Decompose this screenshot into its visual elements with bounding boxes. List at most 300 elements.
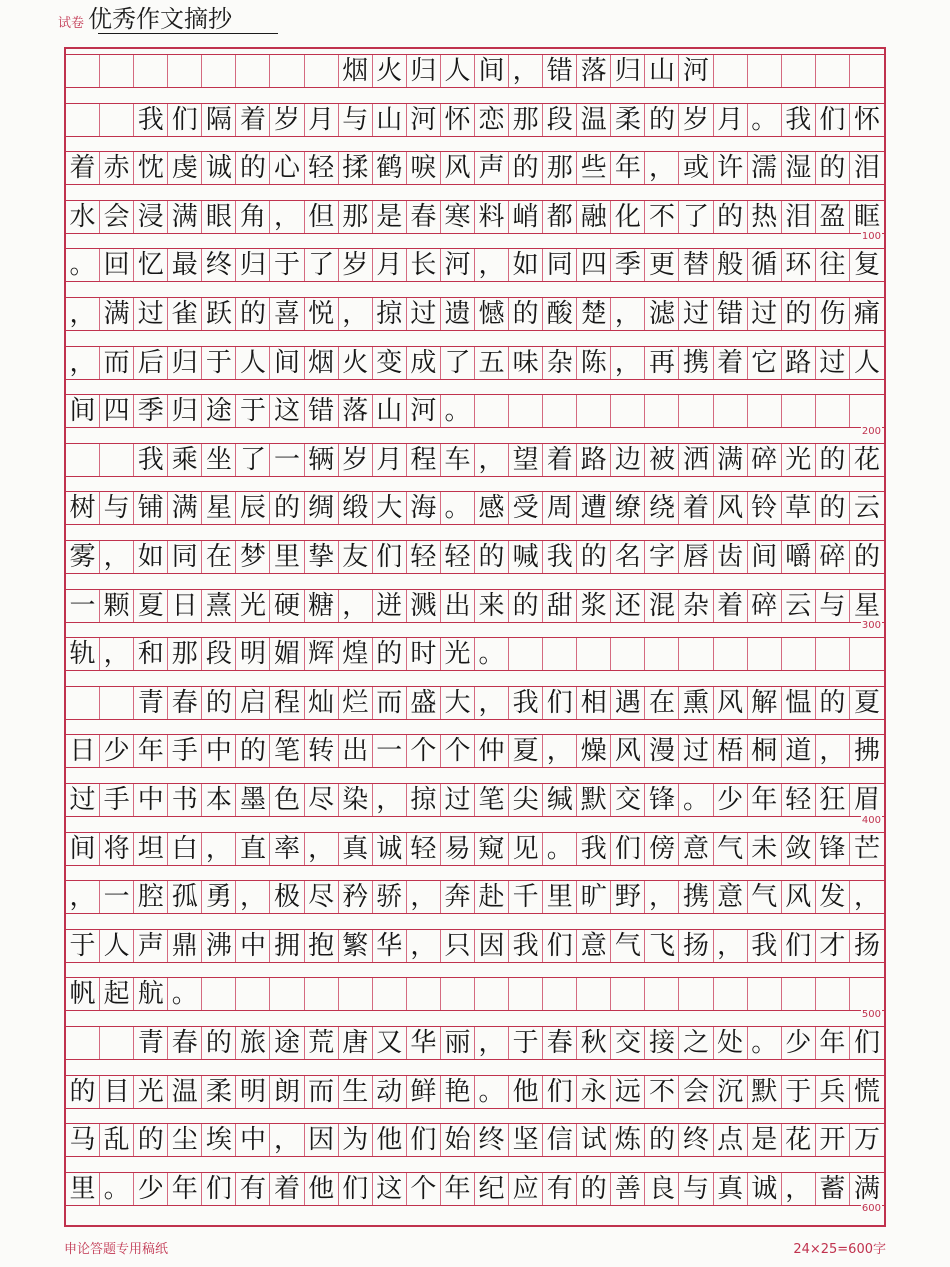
grid-cell: ， — [202, 833, 236, 865]
essay-text-row — [66, 151, 884, 185]
grid-cell — [748, 55, 782, 87]
grid-cell: 们 — [202, 1173, 236, 1205]
grid-cell: 是 — [373, 201, 407, 233]
grid-cell: ， — [853, 882, 880, 913]
grid-cell: 我 — [577, 833, 611, 865]
grid-cell — [714, 55, 748, 87]
grid-cell: 恋 — [475, 104, 509, 136]
grid-cell: 明 — [236, 1076, 270, 1108]
grid-cell: 了 — [679, 201, 713, 233]
grid-cell: 于 — [66, 930, 100, 962]
grid-cell: 芒 — [853, 833, 880, 864]
grid-cell: 中 — [134, 784, 168, 816]
grid-cell: 们 — [543, 1076, 577, 1108]
grid-cell: ， — [645, 881, 679, 913]
grid-cell: 满 — [168, 492, 202, 524]
heading-underline — [98, 33, 278, 34]
grid-cell: 的 — [816, 152, 850, 184]
essay-text-row — [66, 977, 884, 1011]
grid-cell: 他 — [305, 1173, 339, 1205]
grid-cell: 着 — [714, 590, 748, 622]
grid-cell: 过 — [407, 298, 441, 330]
grid-cell: ， — [782, 1173, 816, 1205]
grid-cell: 出 — [441, 590, 475, 622]
grid-cell: 甜 — [543, 590, 577, 622]
grid-cell: 滤 — [645, 298, 679, 330]
grid-cell — [373, 978, 407, 1010]
grid-cell: 荒 — [305, 1027, 339, 1059]
grid-cell: 易 — [441, 833, 475, 865]
grid-cell: 星 — [853, 590, 880, 621]
grid-cell — [202, 55, 236, 87]
grid-cell: ， — [509, 55, 543, 87]
grid-cell: 而 — [305, 1076, 339, 1108]
grid-cell: 的 — [236, 152, 270, 184]
grid-cell: 动 — [373, 1076, 407, 1108]
grid-cell: 过 — [441, 784, 475, 816]
grid-cell: 再 — [645, 347, 679, 379]
grid-cell: 一 — [270, 444, 304, 476]
grid-cell: 那 — [509, 104, 543, 136]
grid-cell: 路 — [782, 347, 816, 379]
grid-cell — [645, 395, 679, 427]
grid-cell: 的 — [714, 201, 748, 233]
grid-cell: 。 — [441, 395, 475, 427]
grid-cell: ， — [407, 930, 441, 962]
grid-cell: 墨 — [236, 784, 270, 816]
grid-cell: 循 — [748, 249, 782, 281]
grid-cell: 有 — [543, 1173, 577, 1205]
grid-cell: 月 — [373, 249, 407, 281]
grid-cell: 默 — [577, 784, 611, 816]
grid-cell: 味 — [509, 347, 543, 379]
grid-cell: 相 — [577, 687, 611, 719]
grid-cell — [679, 978, 713, 1010]
grid-cell: 山 — [373, 104, 407, 136]
grid-cell: 少 — [100, 735, 134, 767]
grid-cell: 眼 — [202, 201, 236, 233]
grid-cell: 。 — [748, 104, 782, 136]
grid-cell: 喜 — [270, 298, 304, 330]
grid-cell: 会 — [679, 1076, 713, 1108]
grid-cell: 云 — [782, 590, 816, 622]
grid-cell: 许 — [714, 152, 748, 184]
grid-cell: 。 — [168, 978, 202, 1010]
grid-cell: 着 — [714, 347, 748, 379]
grid-cell: 满 — [853, 1173, 880, 1204]
char-count-mark: 500 — [861, 1009, 881, 1020]
grid-cell: 色 — [270, 784, 304, 816]
grid-cell: 终 — [679, 1124, 713, 1156]
grid-cell: 见 — [509, 833, 543, 865]
grid-cell: 环 — [782, 249, 816, 281]
grid-cell — [407, 978, 441, 1010]
grid-cell — [679, 638, 713, 670]
grid-cell: 华 — [407, 1027, 441, 1059]
grid-cell: 最 — [168, 249, 202, 281]
grid-cell: 年 — [611, 152, 645, 184]
grid-cell: 着 — [270, 1173, 304, 1205]
grid-cell: 与 — [339, 104, 373, 136]
grid-cell — [100, 444, 134, 476]
grid-cell — [270, 978, 304, 1010]
grid-cell: 马 — [66, 1124, 100, 1156]
grid-cell: 应 — [509, 1173, 543, 1205]
grid-cell: 携 — [679, 347, 713, 379]
grid-cell: 为 — [339, 1124, 373, 1156]
char-count-mark: 400 — [861, 814, 881, 826]
grid-cell: 间 — [66, 833, 100, 865]
grid-cell: 傍 — [645, 833, 679, 865]
grid-cell: 孤 — [168, 881, 202, 913]
grid-cell: 替 — [679, 249, 713, 281]
grid-cell: 寒 — [441, 201, 475, 233]
grid-cell: 不 — [645, 201, 679, 233]
grid-cell: 铺 — [134, 492, 168, 524]
char-count-mark: 200 — [861, 425, 881, 437]
grid-cell: 意 — [714, 881, 748, 913]
grid-cell: 濡 — [748, 152, 782, 184]
grid-cell: 轻 — [305, 152, 339, 184]
grid-cell: 过 — [748, 298, 782, 330]
grid-cell: 化 — [611, 201, 645, 233]
grid-cell: 春 — [168, 1027, 202, 1059]
grid-cell: 一 — [100, 881, 134, 913]
grid-cell: 我 — [134, 104, 168, 136]
grid-cell: 伤 — [816, 298, 850, 330]
grid-cell: 书 — [168, 784, 202, 816]
grid-cell — [850, 55, 884, 87]
grid-cell: 骄 — [373, 881, 407, 913]
grid-cell: 热 — [748, 201, 782, 233]
grid-cell: 错 — [305, 395, 339, 427]
grid-cell: 但 — [305, 201, 339, 233]
grid-cell: 坦 — [134, 833, 168, 865]
grid-cell: 帆 — [66, 978, 100, 1010]
grid-cell: 花 — [853, 444, 880, 475]
essay-text-row — [66, 1075, 884, 1109]
grid-cell: 大 — [441, 687, 475, 719]
grid-cell: 盛 — [407, 687, 441, 719]
grid-cell: ， — [305, 833, 339, 865]
grid-cell: 的 — [816, 687, 850, 719]
grid-cell: 的 — [816, 444, 850, 476]
essay-text-row — [66, 734, 884, 768]
grid-cell: 错 — [543, 55, 577, 87]
grid-cell: 的 — [236, 298, 270, 330]
grid-cell: 携 — [679, 881, 713, 913]
grid-cell: 挚 — [305, 541, 339, 573]
grid-cell — [850, 978, 884, 1010]
grid-cell — [782, 978, 816, 1010]
grid-cell: 岁 — [339, 249, 373, 281]
grid-cell: ， — [475, 444, 509, 476]
grid-cell: 错 — [714, 298, 748, 330]
grid-cell: 喊 — [509, 541, 543, 573]
grid-cell: ， — [475, 1027, 509, 1059]
grid-cell: 铃 — [748, 492, 782, 524]
grid-cell: ， — [66, 881, 100, 913]
grid-cell: ， — [339, 590, 373, 622]
grid-cell — [66, 104, 100, 136]
grid-cell — [782, 395, 816, 427]
grid-cell: ， — [236, 881, 270, 913]
grid-cell: 或 — [679, 152, 713, 184]
grid-cell: 在 — [202, 541, 236, 573]
grid-cell: 光 — [134, 1076, 168, 1108]
grid-cell: 了 — [236, 444, 270, 476]
grid-cell — [100, 104, 134, 136]
grid-cell: 手 — [100, 784, 134, 816]
grid-cell — [100, 55, 134, 87]
grid-cell: 柔 — [611, 104, 645, 136]
essay-text-row — [66, 1123, 884, 1157]
grid-cell — [577, 638, 611, 670]
grid-cell: 诚 — [373, 833, 407, 865]
essay-text-row — [66, 103, 884, 137]
grid-cell: 来 — [475, 590, 509, 622]
grid-cell: 杂 — [543, 347, 577, 379]
grid-cell: 草 — [782, 492, 816, 524]
grid-cell: ， — [100, 638, 134, 670]
grid-cell: 盈 — [816, 201, 850, 233]
grid-cell — [645, 638, 679, 670]
grid-cell: 个 — [407, 735, 441, 767]
grid-cell: 碎 — [748, 444, 782, 476]
grid-cell: 飞 — [645, 930, 679, 962]
grid-cell: 泪 — [782, 201, 816, 233]
grid-cell: 怀 — [853, 104, 880, 135]
grid-cell: 五 — [475, 347, 509, 379]
grid-cell: ， — [475, 249, 509, 281]
grid-cell: 勇 — [202, 881, 236, 913]
grid-cell: 炼 — [611, 1124, 645, 1156]
grid-cell — [66, 687, 100, 719]
grid-cell — [543, 395, 577, 427]
grid-cell: 间 — [66, 395, 100, 427]
grid-cell: 跃 — [202, 298, 236, 330]
grid-cell: ， — [66, 298, 100, 330]
grid-cell: ， — [373, 784, 407, 816]
grid-cell — [202, 978, 236, 1010]
grid-cell: 长 — [407, 249, 441, 281]
grid-cell: 里 — [543, 881, 577, 913]
grid-cell: 试 — [577, 1124, 611, 1156]
grid-cell: 秋 — [577, 1027, 611, 1059]
essay-text-row — [66, 832, 884, 866]
grid-cell: 泪 — [853, 153, 880, 184]
grid-cell: 轻 — [441, 541, 475, 573]
grid-cell: 旷 — [577, 881, 611, 913]
grid-cell — [236, 55, 270, 87]
grid-cell: 间 — [270, 347, 304, 379]
grid-cell — [509, 978, 543, 1010]
grid-cell: 碎 — [816, 541, 850, 573]
grid-cell: 手 — [168, 735, 202, 767]
grid-cell: 归 — [236, 249, 270, 281]
grid-cell: 星 — [202, 492, 236, 524]
grid-cell: 火 — [339, 347, 373, 379]
grid-cell: 归 — [611, 55, 645, 87]
grid-cell: ， — [339, 298, 373, 330]
grid-cell: 。 — [475, 638, 509, 670]
grid-cell: 拂 — [853, 736, 880, 767]
grid-cell: 极 — [270, 881, 304, 913]
grid-cell: 遗 — [441, 298, 475, 330]
grid-cell: 又 — [373, 1027, 407, 1059]
grid-cell: 字 — [645, 541, 679, 573]
grid-cell: 赴 — [475, 881, 509, 913]
grid-cell: 漫 — [645, 735, 679, 767]
grid-cell: 过 — [816, 347, 850, 379]
grid-cell — [305, 978, 339, 1010]
grid-cell: 过 — [679, 298, 713, 330]
grid-cell: 雀 — [168, 298, 202, 330]
grid-cell: 温 — [168, 1076, 202, 1108]
grid-cell — [100, 1027, 134, 1059]
grid-cell: 春 — [168, 687, 202, 719]
grid-cell: 气 — [611, 930, 645, 962]
grid-cell: 埃 — [202, 1124, 236, 1156]
grid-cell — [270, 55, 304, 87]
grid-cell — [509, 638, 543, 670]
grid-cell — [748, 638, 782, 670]
grid-cell: 复 — [853, 250, 880, 281]
grid-cell: 接 — [645, 1027, 679, 1059]
grid-cell: 唇 — [679, 541, 713, 573]
grid-cell: 尖 — [509, 784, 543, 816]
grid-cell: 于 — [202, 347, 236, 379]
grid-cell: 我 — [509, 687, 543, 719]
grid-cell: 了 — [441, 347, 475, 379]
grid-cell: 柔 — [202, 1076, 236, 1108]
grid-cell — [748, 978, 782, 1010]
grid-cell: 于 — [782, 1076, 816, 1108]
grid-cell: 的 — [373, 638, 407, 670]
grid-cell: 光 — [782, 444, 816, 476]
grid-cell — [509, 395, 543, 427]
grid-cell: 。 — [100, 1173, 134, 1205]
grid-cell: 的 — [853, 542, 880, 572]
grid-cell: 段 — [202, 638, 236, 670]
grid-cell: 鲜 — [407, 1076, 441, 1108]
grid-cell: 中 — [202, 735, 236, 767]
grid-cell — [134, 55, 168, 87]
grid-cell: 料 — [475, 201, 509, 233]
grid-cell: 一 — [373, 735, 407, 767]
grid-cell: 都 — [543, 201, 577, 233]
grid-cell: 中 — [236, 930, 270, 962]
grid-cell: 烟 — [339, 55, 373, 87]
grid-cell: ， — [100, 541, 134, 573]
grid-cell: 湿 — [782, 152, 816, 184]
grid-cell: 人 — [853, 347, 880, 378]
grid-cell: 笔 — [475, 784, 509, 816]
grid-cell: 明 — [236, 638, 270, 670]
grid-cell: 着 — [543, 444, 577, 476]
grid-cell: 烂 — [339, 687, 373, 719]
grid-cell: 过 — [66, 784, 100, 816]
char-count-mark: 300 — [861, 620, 881, 632]
grid-cell: 们 — [339, 1173, 373, 1205]
grid-cell: 隔 — [202, 104, 236, 136]
grid-cell: 扬 — [679, 930, 713, 962]
grid-cell: 那 — [168, 638, 202, 670]
grid-cell: 友 — [339, 541, 373, 573]
grid-cell: 这 — [270, 395, 304, 427]
grid-cell: 酸 — [543, 298, 577, 330]
grid-cell — [577, 395, 611, 427]
grid-cell: 忆 — [134, 249, 168, 281]
grid-cell: 和 — [134, 638, 168, 670]
grid-cell: 我 — [748, 930, 782, 962]
grid-cell — [645, 978, 679, 1010]
essay-text-row — [66, 200, 884, 234]
grid-cell: 是 — [748, 1124, 782, 1156]
grid-cell: 梦 — [236, 541, 270, 573]
essay-text-row — [66, 248, 884, 282]
essay-text-row — [66, 637, 884, 671]
grid-cell: 朗 — [270, 1076, 304, 1108]
essay-text-row — [66, 1172, 884, 1206]
grid-cell: 名 — [611, 541, 645, 573]
grid-cell: 只 — [441, 930, 475, 962]
grid-cell: 眉 — [853, 785, 880, 815]
grid-cell: 楚 — [577, 298, 611, 330]
grid-cell: 我 — [509, 930, 543, 962]
grid-cell: 们 — [168, 104, 202, 136]
grid-cell: 路 — [577, 444, 611, 476]
grid-cell: 的 — [66, 1076, 100, 1108]
grid-cell: 迸 — [373, 590, 407, 622]
grid-cell: 段 — [543, 104, 577, 136]
grid-cell: 声 — [134, 930, 168, 962]
grid-cell: 归 — [407, 55, 441, 87]
grid-cell: 因 — [475, 930, 509, 962]
grid-cell: 仲 — [475, 735, 509, 767]
grid-cell: 辉 — [305, 638, 339, 670]
grid-cell: 程 — [407, 444, 441, 476]
grid-cell: 出 — [339, 735, 373, 767]
grid-cell: 的 — [577, 1173, 611, 1205]
grid-cell: 我 — [134, 444, 168, 476]
grid-cell: 目 — [100, 1076, 134, 1108]
grid-cell: 峭 — [509, 201, 543, 233]
grid-cell: 满 — [714, 444, 748, 476]
grid-cell: 唳 — [407, 152, 441, 184]
grid-cell — [611, 978, 645, 1010]
grid-cell: 处 — [714, 1027, 748, 1059]
grid-cell: 春 — [407, 201, 441, 233]
footer-paper-type: 申论答题专用稿纸 — [64, 1242, 169, 1257]
grid-cell: 遇 — [611, 687, 645, 719]
grid-cell: 率 — [270, 833, 304, 865]
grid-cell: 齿 — [714, 541, 748, 573]
grid-cell: 大 — [373, 492, 407, 524]
grid-cell: 着 — [66, 152, 100, 184]
grid-cell: ， — [407, 881, 441, 913]
grid-cell — [611, 395, 645, 427]
grid-cell: 点 — [714, 1124, 748, 1156]
grid-cell: 永 — [577, 1076, 611, 1108]
grid-cell — [66, 444, 100, 476]
grid-cell: 少 — [134, 1173, 168, 1205]
grid-cell: 里 — [66, 1173, 100, 1205]
grid-cell: 们 — [543, 687, 577, 719]
grid-cell: 的 — [816, 492, 850, 524]
grid-cell: 的 — [577, 541, 611, 573]
grid-cell: 真 — [714, 1173, 748, 1205]
